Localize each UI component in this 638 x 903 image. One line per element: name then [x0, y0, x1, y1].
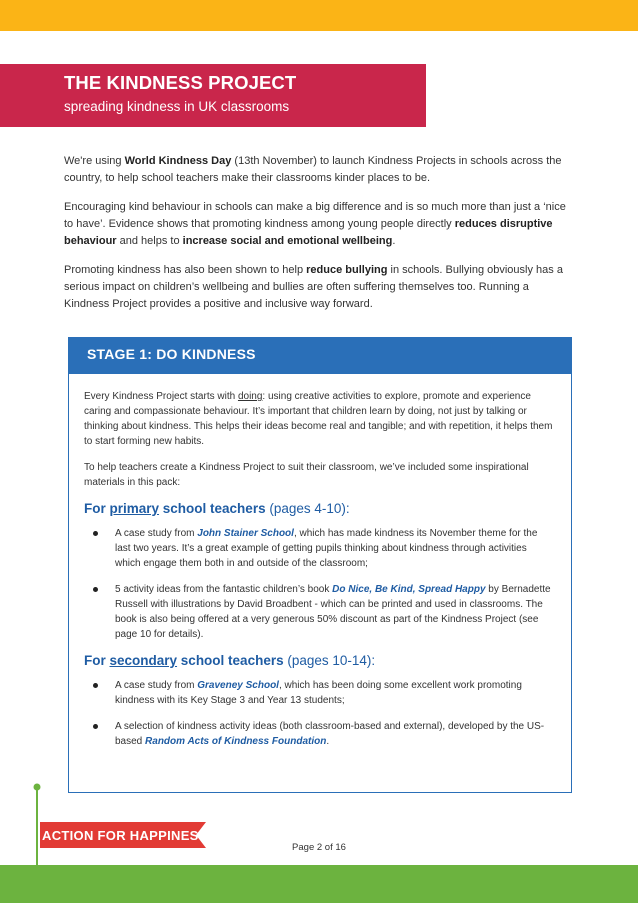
bullet-icon	[93, 724, 98, 729]
graveney-link[interactable]: Graveney School	[197, 680, 279, 691]
logo-text: ACTION FOR HAPPINESS	[42, 828, 208, 843]
bullet-icon	[93, 587, 98, 592]
action-for-happiness-logo	[28, 778, 218, 868]
list-item: 5 activity ideas from the fantastic children’s book Do Nice, Be Kind, Spread Happy by Bernadette Russell with illustrations by David Broadbent - which can be printed and used in classrooms. The book is also being offered at a very generous 50% discount as part of the Kindness Project (see page 10 for details).	[84, 582, 553, 642]
bullet-icon	[93, 683, 98, 688]
rak-foundation-link[interactable]: Random Acts of Kindness Foundation	[145, 736, 327, 747]
intro-text	[64, 153, 576, 313]
logo-flag-icon	[28, 778, 218, 868]
stage-body	[69, 374, 571, 749]
stage-paragraph-2: To help teachers create a Kindness Project to suit their classroom, we’ve included some inspirational materials in this pack:	[84, 462, 529, 488]
book-link[interactable]: Do Nice, Be Kind, Spread Happy	[332, 584, 486, 595]
bullet-icon	[93, 531, 98, 536]
intro-paragraph-3: Promoting kindness has also been shown to help reduce bullying in schools. Bullying obviously has a serious impact on children’s wellbeing and bullies are often suffering themselves too. Running a Kindness Project provides a positive and inclusive way forward.	[64, 264, 563, 310]
title-banner	[0, 64, 426, 127]
page-number: Page 2 of 16	[292, 842, 346, 853]
primary-list	[84, 526, 553, 642]
secondary-section-heading: For secondary school teachers (pages 10-14):	[84, 653, 376, 668]
intro-paragraph-2: Encouraging kind behaviour in schools can make a big difference and is so much more than just a ‘nice to have’. Evidence shows that promoting kindness among young people directly reduces disruptive behaviour and helps to increase social and emotional wellbeing.	[64, 201, 566, 247]
john-stainer-link[interactable]: John Stainer School	[197, 528, 294, 539]
stage-paragraph-1: Every Kindness Project starts with doing: using creative activities to explore, promote and experience caring and compassionate behaviour. It’s important that children learn by doing, not just by talking or thinking about kindness. This helps their ideas become real and tangible; and with repetition, it helps them to start forming new habits.	[84, 391, 553, 447]
secondary-list	[84, 678, 553, 749]
page-subtitle: spreading kindness in UK classrooms	[64, 99, 290, 114]
top-color-bar	[0, 0, 638, 31]
list-item: A case study from John Stainer School, which has made kindness its November theme for the last two years. It’s a great example of getting pupils thinking about kindness through activities which engage them both in and outside of the classroom;	[84, 526, 553, 571]
list-item: A case study from Graveney School, which has been doing some excellent work promoting kindness with its Key Stage 3 and Year 13 students;	[84, 678, 553, 708]
primary-section-heading: For primary school teachers (pages 4-10):	[84, 501, 350, 516]
bottom-color-bar	[0, 865, 638, 903]
list-item: A selection of kindness activity ideas (both classroom-based and external), developed by the US-based Random Acts of Kindness Foundation.	[84, 719, 553, 749]
stage-heading: STAGE 1: DO KINDNESS	[69, 338, 571, 374]
stage-1-box	[68, 337, 572, 793]
intro-paragraph-1: We're using World Kindness Day (13th November) to launch Kindness Projects in schools across the country, to help school teachers make their classrooms kinder places to be.	[64, 155, 562, 184]
page-title: THE KINDNESS PROJECT	[64, 72, 297, 93]
